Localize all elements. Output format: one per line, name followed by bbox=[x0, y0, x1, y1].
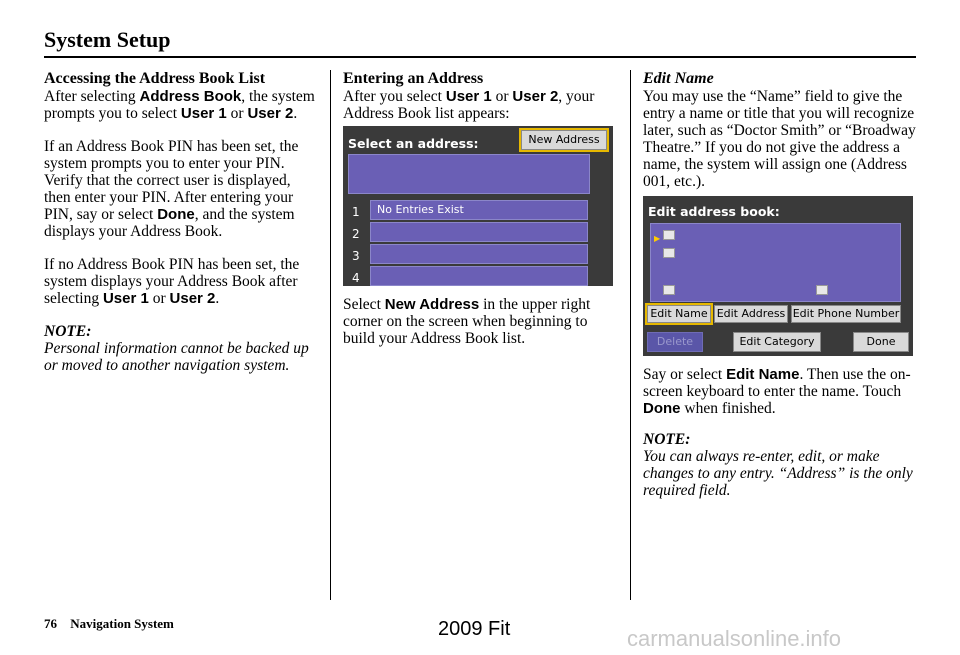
column-2 bbox=[343, 70, 620, 363]
column-1 bbox=[44, 70, 320, 382]
edit-name-button[interactable]: Edit Name bbox=[647, 305, 711, 323]
note-label: NOTE: bbox=[44, 323, 92, 340]
column-3 bbox=[643, 70, 918, 507]
row-number: 1 bbox=[352, 205, 360, 219]
screen-title: Select an address: bbox=[348, 136, 479, 151]
paragraph: If an Address Book PIN has been set, the system prompts you to enter your PIN. Verify that the correct user is displayed, then enter your PIN. After entering your PIN, say or select Done, and the system displays your Address Book. bbox=[44, 138, 299, 240]
paragraph: After selecting Address Book, the system prompts you to select User 1 or User 2. bbox=[44, 88, 315, 122]
model-watermark: 2009 Fit bbox=[438, 618, 511, 640]
edit-address-button[interactable]: Edit Address bbox=[714, 305, 788, 323]
address-row[interactable] bbox=[370, 244, 588, 264]
row-number: 4 bbox=[352, 271, 360, 285]
note-label: NOTE: bbox=[643, 431, 691, 448]
paragraph: After you select User 1 or User 2, your Address Book list appears: bbox=[343, 88, 595, 122]
paragraph: Say or select Edit Name. Then use the on-screen keyboard to enter the name. Touch Done when finished. bbox=[643, 366, 911, 417]
entry-panel bbox=[650, 223, 901, 302]
page-footer bbox=[44, 616, 174, 632]
section-heading: Entering an Address bbox=[343, 70, 484, 87]
footer-section: Navigation System bbox=[70, 616, 174, 631]
person-icon bbox=[663, 230, 675, 240]
paragraph: Select New Address in the upper right corner on the screen when beginning to build your Address Book list. bbox=[343, 296, 591, 347]
paragraph: If no Address Book PIN has been set, the system displays your Address Book after selecting User 1 or User 2. bbox=[44, 256, 300, 307]
edit-address-book-screenshot bbox=[643, 196, 913, 356]
column-divider-1 bbox=[330, 70, 331, 600]
note-text: You can always re-enter, edit, or make changes to any entry. “Address” is the only required field. bbox=[643, 448, 913, 499]
section-heading: Accessing the Address Book List bbox=[44, 70, 266, 87]
note-text: Personal information cannot be backed up or moved to another navigation system. bbox=[44, 340, 309, 374]
edit-phone-number-button[interactable]: Edit Phone Number bbox=[791, 305, 901, 323]
column-divider-2 bbox=[630, 70, 631, 600]
row-number: 2 bbox=[352, 227, 360, 241]
paragraph: You may use the “Name” field to give the entry a name or title that you will recognize later, such as “Doctor Smith” or “Broadway Theatre.” If you do not give the address a name, the system will assign one (Address 001, etc.). bbox=[643, 88, 916, 190]
new-address-button[interactable]: New Address bbox=[521, 130, 607, 150]
edit-category-button[interactable]: Edit Category bbox=[733, 332, 821, 352]
phone-icon bbox=[663, 285, 675, 295]
header-rule bbox=[44, 56, 916, 58]
address-row[interactable] bbox=[370, 266, 588, 286]
home-icon bbox=[663, 248, 675, 258]
address-header-panel bbox=[348, 154, 590, 194]
screen-title: Edit address book: bbox=[648, 204, 780, 219]
section-heading: Edit Name bbox=[643, 70, 714, 87]
address-row[interactable] bbox=[370, 222, 588, 242]
page-title: System Setup bbox=[44, 27, 171, 52]
site-watermark: carmanualsonline.info bbox=[627, 626, 842, 651]
page-number: 76 bbox=[44, 616, 57, 631]
done-button[interactable]: Done bbox=[853, 332, 909, 352]
address-list-screenshot bbox=[343, 126, 613, 286]
delete-button[interactable]: Delete bbox=[647, 332, 703, 352]
selection-arrow-icon: ▶ bbox=[654, 234, 661, 243]
category-icon bbox=[816, 285, 828, 295]
row-number: 3 bbox=[352, 249, 360, 263]
address-row[interactable]: No Entries Exist bbox=[370, 200, 588, 220]
